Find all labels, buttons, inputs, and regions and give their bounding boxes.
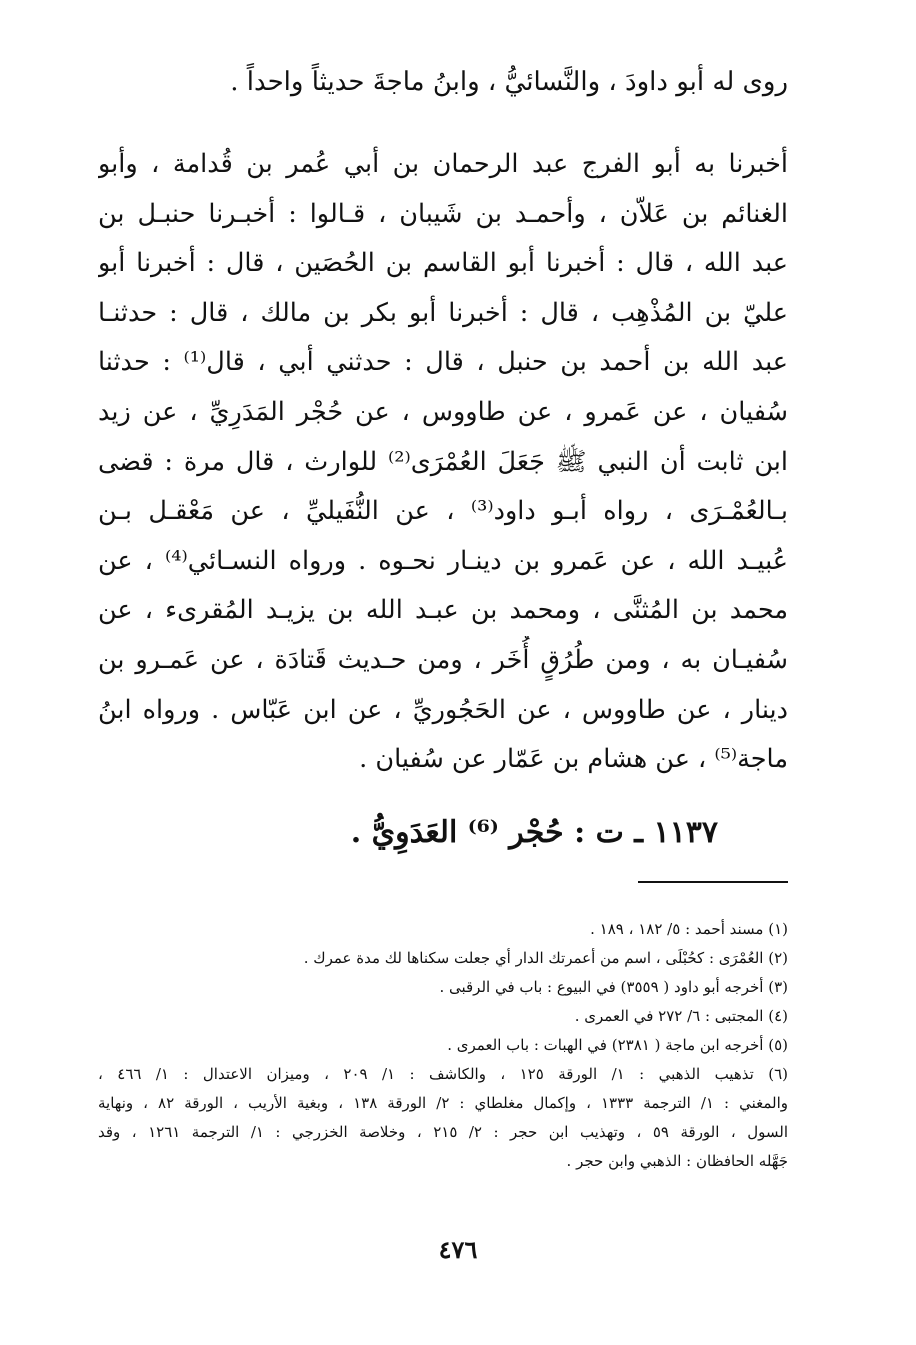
paragraph-line: ماجة⁽⁵⁾ ، عن هشام بن عَمّار عن سُفيان . <box>359 744 788 775</box>
paragraph-line: عليّ بن المُذْهِب ، قال : أخبرنا أبو بكر بن مالك ، قال : حدثنـا <box>98 297 788 328</box>
footnote-line: (٥) أخرجه ابن ماجة ( ٢٣٨١) في الهبات : باب العمرى . <box>447 1036 788 1054</box>
footnote-line: (١) مسند أحمد : ٥/ ١٨٢ ، ١٨٩ . <box>590 920 788 938</box>
paragraph-line: أخبرنا به أبو الفرج عبد الرحمان بن أبي عُمر بن قُدامة ، وأبو <box>98 149 788 179</box>
paragraph-line: بـالعُمْـرَى ، رواه أبـو داود⁽³⁾ ، عن النُّفَيليِّ ، عن مَعْقـل بـن <box>98 496 788 527</box>
paragraph-line: سُفيان ، عن عَمرو ، عن طاووس ، عن حُجْر المَدَرِيِّ ، عن زيد <box>98 396 788 427</box>
paragraph-line: محمد بن المُثنَّى ، ومحمد بن عبـد الله بن يزيـد المُقرىء ، عن <box>98 595 788 626</box>
paragraph-line: سُفيـان به ، ومن طُرُقٍ أُخَر ، ومن حـديث قَتادَة ، عن عَمـرو بن <box>98 644 788 675</box>
continuation-line: روى له أبو داودَ ، والنَّسائيُّ ، وابنُ ماجةَ حديثاً واحداً . <box>230 67 788 97</box>
footnote-line: (٦) تذهيب الذهبي : ١/ الورقة ١٢٥ ، والكاشف : ١/ ٢٠٩ ، وميزان الاعتدال : ١/ ٤٦٦ ، <box>98 1065 788 1083</box>
paragraph-line: ابن ثابت أن النبي ﷺ جَعَلَ العُمْرَى⁽²⁾ للوارث ، قال مرة : قضى <box>98 446 788 477</box>
paragraph-line: عبد الله ، قال : أخبرنا أبو القاسم بن الحُصَين ، قال : أخبرنا أبو <box>98 248 788 279</box>
footnote-line: جَهَّله الحافظان : الذهبي وابن حجر . <box>566 1152 788 1170</box>
footnote-line: (٢) العُمْرَى : كحُبْلَى ، اسم من أعمرتك الدار أي جعلت سكناها لك مدة عمرك . <box>303 949 788 967</box>
hadith-paragraph <box>98 140 788 785</box>
footnote-divider <box>638 881 788 883</box>
footnote-line: والمغني : ١/ الترجمة ١٣٣٣ ، وإكمال مغلطاي : ٢/ الورقة ١٣٨ ، وبغية الأريب ، الورقة ٨٢ ، ونهاية <box>98 1094 788 1112</box>
footnote-line: (٤) المجتبى : ٦/ ٢٧٢ في العمرى . <box>574 1007 788 1025</box>
page-number: ٤٧٦ <box>438 1235 478 1264</box>
footnote-line: (٣) أخرجه أبو داود ( ٣٥٥٩) في البيوع : باب في الرقبى . <box>439 978 788 996</box>
footnote-line: السول ، الورقة ٥٩ ، وتهذيب ابن حجر : ٢/ ٢١٥ ، وخلاصة الخزرجي : ١/ الترجمة ١٢٦١ ، وقد <box>98 1123 788 1141</box>
paragraph-line: عُبيـد الله ، عن عَمرو بن دينـار نحـوه . ورواه النسـائي⁽⁴⁾ ، عن <box>98 545 788 576</box>
paragraph-line: الغنائم بن عَلاّن ، وأحمـد بن شَيبان ، قـالوا : أخبـرنا حنبـل بن <box>98 198 788 229</box>
paragraph-line: عبد الله بن أحمد بن حنبل ، قال : حدثني أبي ، قال⁽¹⁾ : حدثنا <box>98 347 788 378</box>
entry-heading: ١١٣٧ ـ ت : حُجْر ⁽⁶⁾ العَدَوِيُّ . <box>350 815 718 850</box>
paragraph-line: دينار ، عن طاووس ، عن الحَجُوريِّ ، عن ابن عَبّاس . ورواه ابنُ <box>98 694 788 725</box>
footnotes <box>98 915 788 1176</box>
